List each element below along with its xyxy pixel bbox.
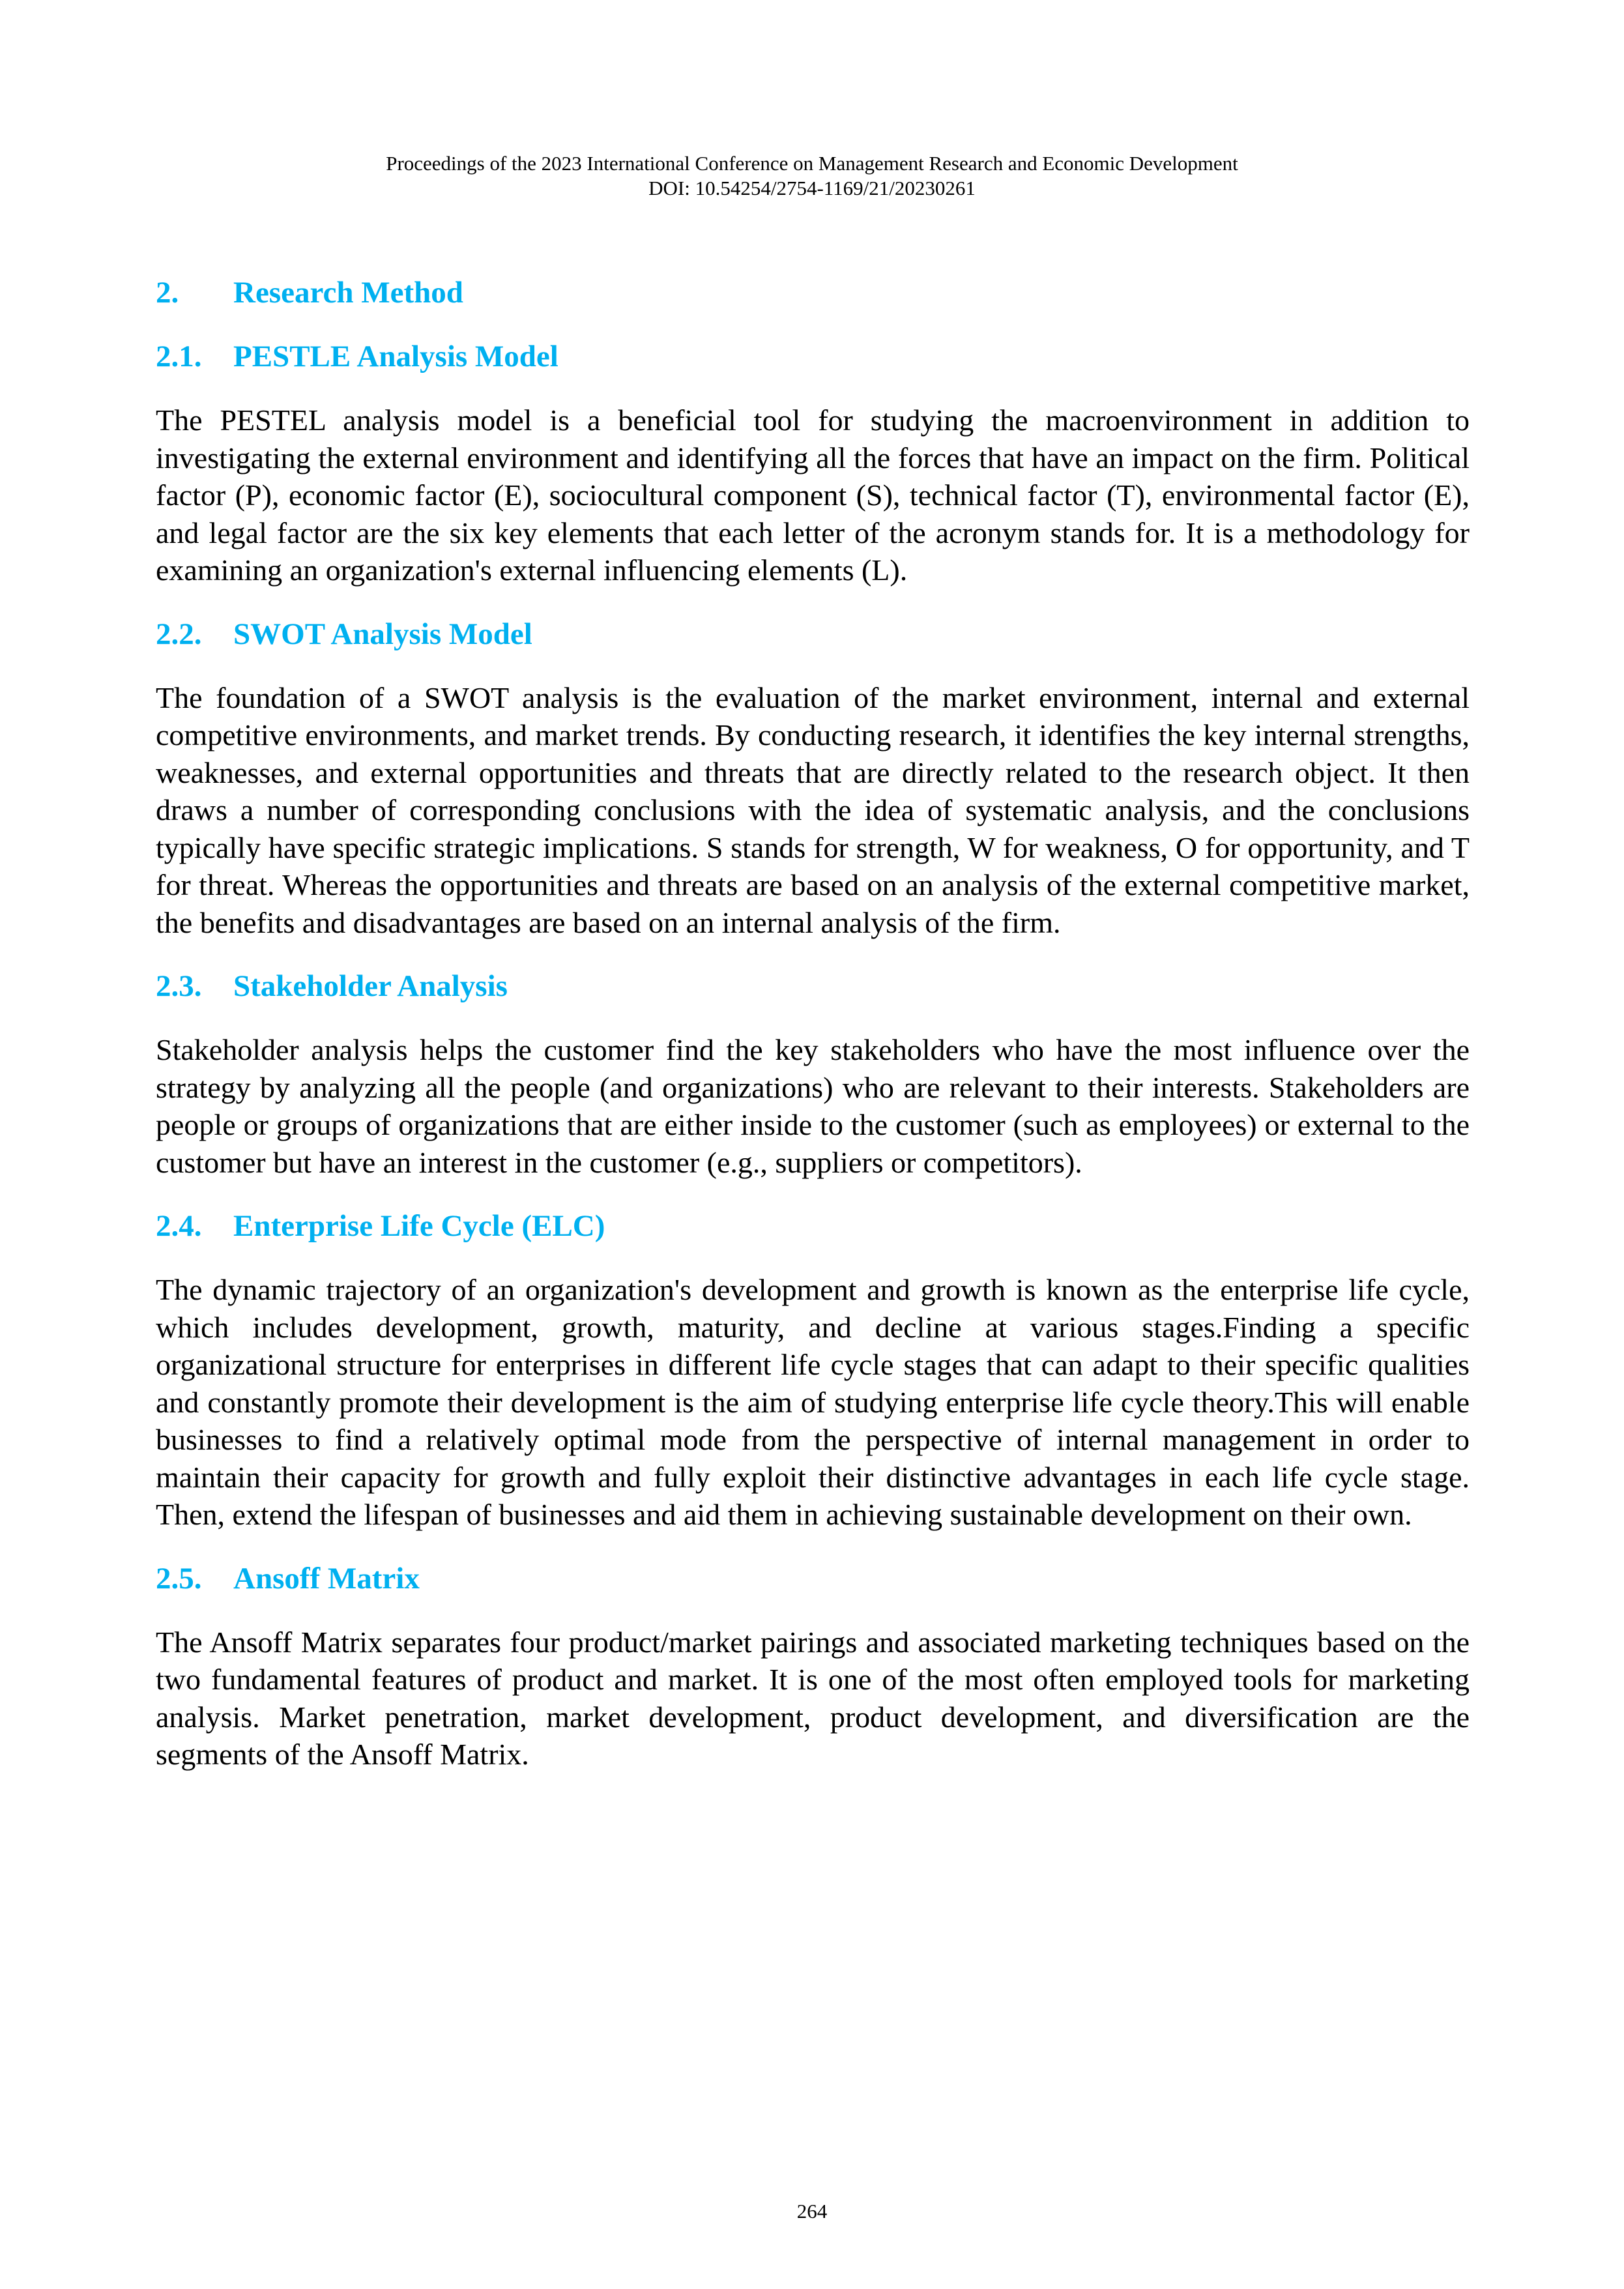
paragraph-pestle: The PESTEL analysis model is a beneficial tool for studying the macroenvironment in addition to investigating the external environment and identifying all the forces that have an impact on the firm. Political factor (P), economic factor (E), sociocultural component (S), technical factor (T), environmental factor (E), and legal factor are the six key elements that each letter of the acronym stands for. It is a methodology for examining an organization's external influencing elements (L). xyxy=(156,403,1470,587)
subsection-number: 2.3. xyxy=(156,969,202,1003)
subsection-title: Stakeholder Analysis xyxy=(233,969,508,1003)
subsection-heading-elc xyxy=(156,1207,1470,1245)
paragraph-ansoff: The Ansoff Matrix separates four product/market pairings and associated marketing techniques based on the two fundamental features of product and market. It is one of the most often employed tools for marketing analysis. Market penetration, market development, product development, and diversification are the segments of the Ansoff Matrix. xyxy=(156,1625,1470,1771)
header-conference-line: Proceedings of the 2023 International Conference on Management Research and Economic Development xyxy=(386,152,1238,175)
subsection-number: 2.5. xyxy=(156,1561,202,1596)
subsection-title: Ansoff Matrix xyxy=(233,1561,420,1596)
subsection-heading-swot xyxy=(156,615,1470,653)
paragraph-elc: The dynamic trajectory of an organization's development and growth is known as the enterprise life cycle, which includes development, growth, maturity, and decline at various stages.Finding a specific organizational structure for enterprises in different life cycle stages that can adapt to their specific qualities and constantly promote their development is the aim of studying enterprise life cycle theory.This will enable businesses to find a relatively optimal mode from the perspective of internal management in order to maintain their capacity for growth and fully exploit their distinctive advantages in each life cycle stage. Then, extend the lifespan of businesses and aid them in achieving sustainable development on their own. xyxy=(156,1273,1470,1531)
page-number: 264 xyxy=(796,2200,828,2223)
section-title: Research Method xyxy=(233,276,463,310)
section-heading xyxy=(156,274,1470,312)
subsection-title: SWOT Analysis Model xyxy=(233,617,532,651)
header-doi-line: DOI: 10.54254/2754-1169/21/20230261 xyxy=(648,177,976,199)
subsection-title: Enterprise Life Cycle (ELC) xyxy=(233,1209,605,1243)
main-content xyxy=(156,274,1470,1800)
paragraph-stakeholder: Stakeholder analysis helps the customer find the key stakeholders who have the most influence over the strategy by analyzing all the people (and organizations) who are relevant to their interests. Stakeholders are people or groups of organizations that are either inside to the customer (such as employees) or external to the customer but have an interest in the customer (e.g., suppliers or competitors). xyxy=(156,1033,1470,1179)
page-header xyxy=(0,151,1624,201)
subsection-heading-ansoff xyxy=(156,1560,1470,1597)
subsection-heading-stakeholder xyxy=(156,967,1470,1005)
subsection-number: 2.4. xyxy=(156,1209,202,1243)
paragraph-swot: The foundation of a SWOT analysis is the evaluation of the market environment, internal and external competitive environments, and market trends. By conducting research, it identifies the key internal strengths, weaknesses, and external opportunities and threats that are directly related to the research object. It then draws a number of corresponding conclusions with the idea of systematic analysis, and the conclusions typically have specific strategic implications. S stands for strength, W for weakness, O for opportunity, and T for threat. Whereas the opportunities and threats are based on an analysis of the external competitive market, the benefits and disadvantages are based on an internal analysis of the firm. xyxy=(156,680,1470,939)
section-number: 2. xyxy=(156,276,179,310)
subsection-number: 2.2. xyxy=(156,617,202,651)
subsection-title: PESTLE Analysis Model xyxy=(233,340,558,373)
subsection-heading-pestle xyxy=(156,338,1470,375)
subsection-number: 2.1. xyxy=(156,340,202,373)
